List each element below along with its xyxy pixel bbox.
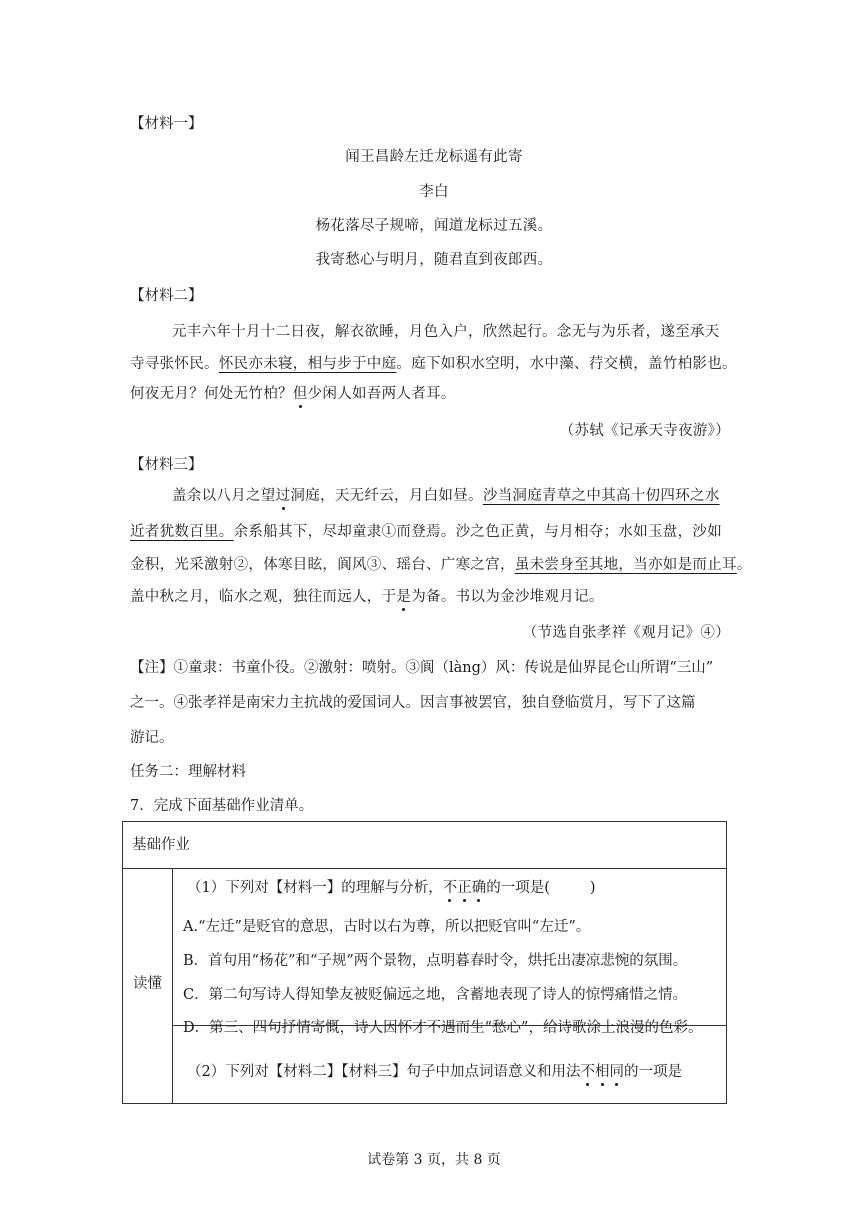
dotted-word: 过 <box>275 488 291 504</box>
material-2-line-3: 何夜无月？何处无竹柏？但少闲人如吾两人者耳。 <box>130 386 456 402</box>
underlined-sentence: 沙当洞庭青草之中其高十仞四环之水 <box>482 488 720 504</box>
table-header: 基础作业 <box>132 837 190 853</box>
question-7: 7．完成下面基础作业清单。 <box>130 798 314 814</box>
material-3-line-2: 近者犹数百里。余系船其下，尽却童隶①而登焉。沙之色正黄，与月相夺；水如玉盘，沙如 <box>130 524 723 540</box>
option-c: C．第二句写诗人得知挚友被贬偏远之地，含蓄地表现了诗人的惊愕痛惜之情。 <box>183 987 688 1003</box>
material-3-line-4: 盖中秋之月，临水之观，独往而远人，于是为备。书以为金沙堆观月记。 <box>130 589 604 605</box>
material-3-label: 【材料三】 <box>130 457 203 473</box>
table-side-label: 读懂 <box>133 976 162 992</box>
question-1-stem: （1）下列对【材料一】的理解与分析，不正确的一项是( ) <box>187 880 596 896</box>
material-2-line-2: 寺寻张怀民。怀民亦未寝，相与步于中庭。庭下如积水空明，水中藻、荇交横，盖竹柏影也。 <box>130 356 737 372</box>
material-2-source: （苏轼《记承天寺夜游》） <box>559 423 730 439</box>
material-2-label: 【材料二】 <box>130 288 203 304</box>
dotted-word: 是 <box>396 589 412 605</box>
homework-table <box>122 821 727 1104</box>
underlined-sentence: 怀民亦未寝，相与步于中庭 <box>218 356 397 372</box>
notes-line-3: 游记。 <box>130 730 174 746</box>
question-2-stem: （2）下列对【材料二】【材料三】句子中加点词语意义和用法不相同的一项是 <box>187 1064 682 1080</box>
option-a: A.“左迁”是贬官的意思，古时以右为尊，所以把贬官叫“左迁”。 <box>183 919 591 935</box>
material-2-line-1: 元丰六年十月十二日夜，解衣欲睡，月色入户，欣然起行。念无与为乐者，遂至承天 <box>172 324 720 340</box>
underlined-sentence: 虽未尝身至其地，当亦如是而止耳 <box>514 557 737 573</box>
task-heading: 任务二：理解材料 <box>130 764 246 780</box>
poem-author: 李白 <box>419 184 449 200</box>
material-1-label: 【材料一】 <box>130 116 203 132</box>
table-divider <box>172 869 173 1104</box>
poem-line-2: 我寄愁心与明月，随君直到夜郎西。 <box>315 252 553 268</box>
option-d: D．第三、四句抒情寄慨，诗人因怀才不遇而生“愁心”，给诗歌涂上浪漫的色彩。 <box>183 1020 703 1036</box>
material-3-source: （节选自张孝祥《观月记》④） <box>522 625 730 641</box>
material-3-line-3: 金积，光采激射②，体寒目眩，阆风③、瑶台、广寒之宫，虽未尝身至其地，当亦如是而止耳。 <box>130 557 752 573</box>
material-3-line-1: 盖余以八月之望过洞庭，天无纤云，月白如昼。沙当洞庭青草之中其高十仞四环之水 <box>172 488 720 504</box>
notes-line-2: 之一。④张孝祥是南宋力主抗战的爱国词人。因言事被罢官，独自登临赏月，写下了这篇 <box>130 695 696 711</box>
poem-line-1: 杨花落尽子规啼，闻道龙标过五溪。 <box>315 218 553 234</box>
table-header-row <box>123 822 726 869</box>
option-b: B．首句用“杨花”和“子规”两个景物，点明暮春时令，烘托出凄凉悲惋的氛围。 <box>183 953 688 969</box>
underlined-sentence: 近者犹数百里。 <box>130 524 234 540</box>
page-footer: 试卷第 3 页，共 8 页 <box>367 1152 501 1168</box>
notes-line-1: 【注】①童隶：书童仆役。②激射：喷射。③阆（làng）风：传说是仙界昆仑山所谓“三山” <box>130 660 714 676</box>
poem-title: 闻王昌龄左迁龙标遥有此寄 <box>345 149 523 165</box>
dotted-word: 但 <box>292 386 308 402</box>
